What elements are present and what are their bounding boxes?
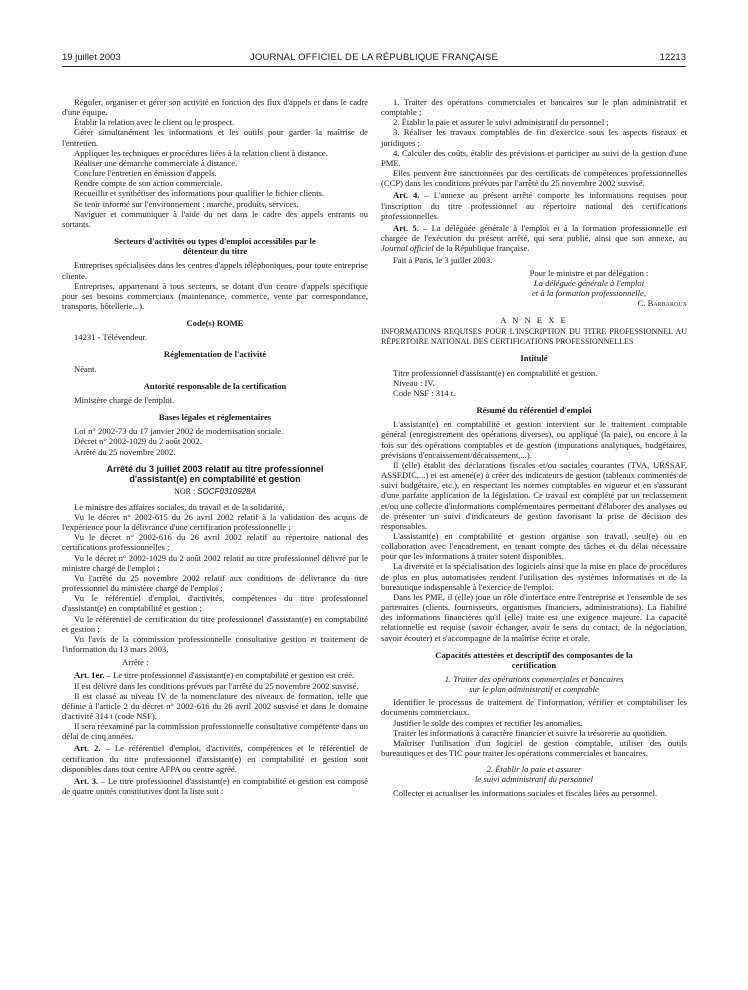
journal-officiel-ref: Journal officiel — [381, 243, 434, 254]
resume-para: Dans les PME, il (elle) joue un rôle d'interface entre l'entreprise et l'ensemble de ses partenaires (clients, fournisseurs, organismes financiers, administrations). La fiabilité des informations financières qu'il (elle) traite est une exigence majeure. La capacité relationnelle est requise (savoir échanger, avoir le sens du contact, de la négociation, savoir écouter) et s'accompagne de la maîtrise écrite et orale. — [381, 591, 687, 643]
secteurs-heading: Secteurs d'activités ou types d'emploi accessibles par le détenteur du titre — [114, 236, 316, 257]
article-3-text: – Le titre professionnel d'assistant(e) en comptabilité et gestion est composé de quatre unités constitutives dont la liste suit : — [62, 775, 368, 797]
subsection-2-title: le suivi administratif du personnel — [475, 774, 593, 785]
visa-item: Vu le décret n° 2002-1029 du 2 août 2002 relatif au titre professionnel délivré par le ministre chargé de l'emploi ; — [62, 552, 368, 573]
article-2-label: Art. 2. — [74, 743, 101, 754]
secteur-item: Entreprises, appartenant à tous secteurs, se dotant d'un centre d'appels spécifique pour ses besoins commerciaux (maintenance, commerce, vente par correspondance, transports, hôtellerie...). — [62, 280, 368, 311]
header-journal-title: JOURNAL OFFICIEL DE LA RÉPUBLIQUE FRANÇAISE — [249, 52, 499, 63]
visa-item: Vu le décret n° 2002-615 du 26 avril 2002 relatif à la validation des acquis de l'expérience pour la délivrance d'une certification professionnelle ; — [62, 512, 368, 533]
activite-item: Recueillir et synthétiser des informations pour qualifier le fichier clients. — [74, 188, 325, 199]
reglementation-heading: Réglementation de l'activité — [163, 349, 267, 360]
resume-para: L'assistant(e) en comptabilité et gestion intervient sur le traitement comptable général (enregistrement des opérations diverses), ou appliqué (la paie), ou encore à la fois sur des opérations comptables et de gestion (imputations analytiques, budgétaires, prévisions d'encaissement/décaissement,...). — [381, 419, 687, 460]
capacites-heading: Capacités attestées et descriptif des composantes de la certification — [435, 649, 633, 670]
intitule-item: Niveau : IV. — [393, 377, 435, 388]
resume-para: L'assistant(e) en comptabilité et gestion organise son travail, seul(e) ou en collaboration avec l'encadrement, en tenant compte des tâches et du délai nécessaire pour que les informations à traiter soient disponibles. — [381, 530, 687, 562]
activite-item: Gérer simultanément les informations et les outils pour garder la maîtrise de l'entretien. — [62, 127, 368, 148]
activite-item: Établir la relation avec le client ou le prospect. — [74, 117, 235, 128]
capacite-item: Maîtriser l'utilisation d'un logiciel de gestion comptable, utiliser des outils bureautiques et des TIC pour traiter les opérations commerciales et bancaires. — [381, 737, 687, 759]
right-column — [381, 97, 687, 798]
article-1-para: Il est délivré dans les conditions prévues par l'arrêté du 25 novembre 2002 susvisé. — [74, 680, 359, 691]
activite-item: Naviguer et communiquer à l'aide du net dans le cadre des appels entrants ou sortants. — [62, 208, 368, 229]
activite-item: Appliquer les techniques et procédures liées à la relation client à distance. — [74, 147, 328, 158]
article-1-para: Il est classé au niveau IV de la nomenclature des niveaux de formation, telle que définie à l'article 2 du décret n° 2002-616 du 26 avril 2002 susvisé et dans le domaine d'activité 314 t (code NSF). — [62, 690, 368, 721]
unite-item: Elles peuvent être sanctionnées par des certificats de compétences professionnelles (CCP) dans les conditions prévues par l'arrêté du 25 novembre 2002 susvisé. — [381, 168, 687, 189]
unite-item: 2. Établir la paie et assurer le suivi administratif du personnel ; — [393, 117, 609, 128]
activite-item: Réaliser une démarche commerciale à distance. — [74, 157, 238, 168]
capacite-item: Identifier le processus de traitement de l'information, vérifier et comptabiliser les documents commerciaux. — [381, 697, 687, 718]
unite-item: 3. Réaliser les travaux comptables de fin d'exercice sous les aspects fiscaux et juridiques ; — [381, 127, 687, 148]
fait-a-paris: Fait à Paris, le 3 juillet 2003. — [393, 255, 493, 266]
header-rule — [62, 66, 686, 67]
article-5 — [381, 223, 687, 253]
visa-item: Vu le référentiel d'emploi, d'activités, compétences du titre professionnel d'assistant(e) en comptabilité et gestion ; — [62, 593, 368, 614]
rome-code: 14231 - Télévendeur. — [74, 332, 148, 343]
header-page-number: 12213 — [659, 52, 686, 63]
page-header — [62, 52, 686, 66]
subsection-2-title: 2. Établir la paie et assurer — [486, 764, 582, 775]
signature-line: Pour le ministre et par délégation : — [529, 267, 649, 278]
secteur-item: Entreprises spécialisées dans les centres d'appels téléphoniques, pour toute entreprise cliente. — [62, 260, 368, 281]
capacite-item: Traiter les informations à caractère financier et suivre la trésorerie au quotidien. — [393, 727, 668, 738]
activite-item: Réguler, organiser et gérer son activité en fonction des flux d'appels et dans le cadre d'une équipe. — [62, 97, 368, 118]
resume-heading: Résumé du référentiel d'emploi — [476, 405, 592, 416]
intitule-item: Titre professionnel d'assistant(e) en comptabilité et gestion. — [393, 367, 598, 378]
article-2 — [62, 743, 368, 773]
rome-heading: Code(s) ROME — [186, 318, 244, 329]
base-item: Loi n° 2002-73 du 17 janvier 2002 de modernisation sociale. — [74, 426, 284, 437]
left-column — [62, 97, 368, 796]
signature-block — [491, 268, 687, 309]
intitule-item: Code NSF : 314 t. — [393, 387, 456, 398]
article-3-label: Art. 3. — [74, 775, 99, 786]
article-5-label: Art. 5. — [393, 222, 419, 233]
signature-line: La déléguée générale à l'emploi — [533, 277, 645, 288]
article-1 — [62, 670, 368, 680]
nor-code: SOCF0310928A — [197, 486, 256, 496]
subsection-1-title: 1. Traiter des opérations commerciales et bancaires — [444, 674, 624, 684]
unite-item: 1. Traiter des opérations commerciales et bancaires sur le plan administratif et comptable ; — [381, 97, 687, 118]
article-1-text: – Le titre professionnel d'assistant(e) en comptabilité et gestion est créé. — [106, 670, 355, 681]
article-4-text: – L'annexe au présent arrêté comporte les informations requises pour l'inscription du titre professionnel au répertoire national des certifications professionnelles. — [381, 190, 688, 221]
capacite-item: Collecter et actualiser les informations sociales et fiscales liées au personnel. — [393, 787, 658, 798]
reglementation-text: Néant. — [74, 363, 97, 374]
visa-item: Vu le référentiel de certification du titre professionnel d'assistant(e) en comptabilité et gestion ; — [62, 613, 368, 634]
article-3 — [62, 776, 368, 796]
bases-heading: Bases légales et réglementaires — [158, 412, 272, 423]
visa-item: Vu l'arrêté du 25 novembre 2002 relatif aux conditions de délivrance du titre professionnel du ministère chargé de l'emploi ; — [62, 572, 368, 594]
visa-item: Vu le décret n° 2002-616 du 26 avril 2002 relatif au répertoire national des certifications professionnelles ; — [62, 532, 368, 553]
article-5-text-end: de la République française. — [435, 243, 530, 254]
arrete-word: Arrête : — [122, 657, 149, 668]
activite-item: Se tenir informé sur l'environnement : marche, produits, services. — [74, 198, 299, 209]
article-5-text: – La déléguée générale à l'emploi et à la formation professionnelle est chargée de l'exécution du présent arrêté, qui sera publié, ainsi que son annexe, au — [381, 222, 687, 244]
article-1-label: Art. 1er. — [74, 670, 105, 681]
header-date: 19 juillet 2003 — [62, 52, 121, 63]
base-item: Arrêté du 25 novembre 2002. — [74, 446, 176, 457]
signature-name: C. Barbaroux — [637, 297, 687, 308]
activite-item: Conclure l'entretien en émission d'appels. — [74, 168, 217, 179]
autorite-heading: Autorité responsable de la certification — [143, 380, 287, 391]
autorite-text: Ministère chargé de l'emploi. — [74, 394, 175, 405]
resume-para: La diversité et la spécialisation des logiciels ainsi que la mise en place de procédures de plus en plus automatisées rendent l'utilisation des systèmes informatisés et de la bureautique indispensable à l'exercice de l'emploi. — [381, 561, 687, 592]
article-1-para: Il sera réexaminé par la commission professionnelle consultative compétente dans un délai de cinq années. — [62, 721, 368, 742]
annexe-title: INFORMATIONS REQUISES POUR L'INSCRIPTION DU TITRE PROFESSIONNEL AU RÉPERTOIRE NATIONAL DES CERTIFICATIONS PROFESSIONNELLES — [381, 327, 687, 346]
arrete-title: Arrêté du 3 juillet 2003 relatif au titre professionnel d'assistant(e) en comptabilité et gestion — [106, 463, 324, 485]
capacite-item: Justifier le solde des comptes et rectifier les anomalies. — [393, 717, 583, 728]
intitule-heading: Intitulé — [520, 353, 548, 364]
annexe-heading: A N N E X E — [500, 315, 568, 326]
article-4-label: Art. 4. — [393, 190, 420, 201]
nor-label: NOR : — [174, 486, 196, 496]
subsection-1-title: sur le plan administratif et comptable — [469, 684, 599, 695]
unite-item: 4. Calculer des coûts, établir des prévisions et participer au suivi de la gestion d'une PME. — [381, 147, 687, 168]
visa-item: Vu l'avis de la commission professionnelle consultative gestion et traitement de l'information du 13 mars 2003, — [62, 633, 368, 655]
visa-item: Le ministre des affaires sociales, du travail et de la solidarité, — [74, 501, 285, 512]
article-2-text: – Le référentiel d'emploi, d'activités, compétences et le référentiel de certification du titre professionnel d'assistant(e) en comptabilité et gestion sont disponibles dans tout centre AFPA ou centre agréé. — [62, 743, 368, 774]
resume-para: Il (elle) établit des déclarations fiscales et/ou sociales courantes (TVA, URSSAF, ASSEDIC,...) et est amené(e) à créer des indicateurs de gestion (tableaux commentés de suivi budgétaire, etc.), en respectant les normes comptables en vigueur et en s'assurant d'une parfaite application de la législation. Ce travail est complété par un reclassement et/ou une collecte d'informations complémentaires permettant d'élaborer des analyses ou de présenter un suivi d'indicateurs de gestion favorisant la prise de décision des responsables. — [381, 459, 687, 531]
signature-line: et à la formation professionnelle, — [531, 287, 647, 298]
nor-reference — [62, 487, 368, 497]
base-item: Décret n° 2002-1029 du 2 août 2002. — [74, 436, 202, 447]
article-4 — [381, 190, 687, 220]
activite-item: Rendre compte de son action commerciale. — [74, 178, 223, 189]
